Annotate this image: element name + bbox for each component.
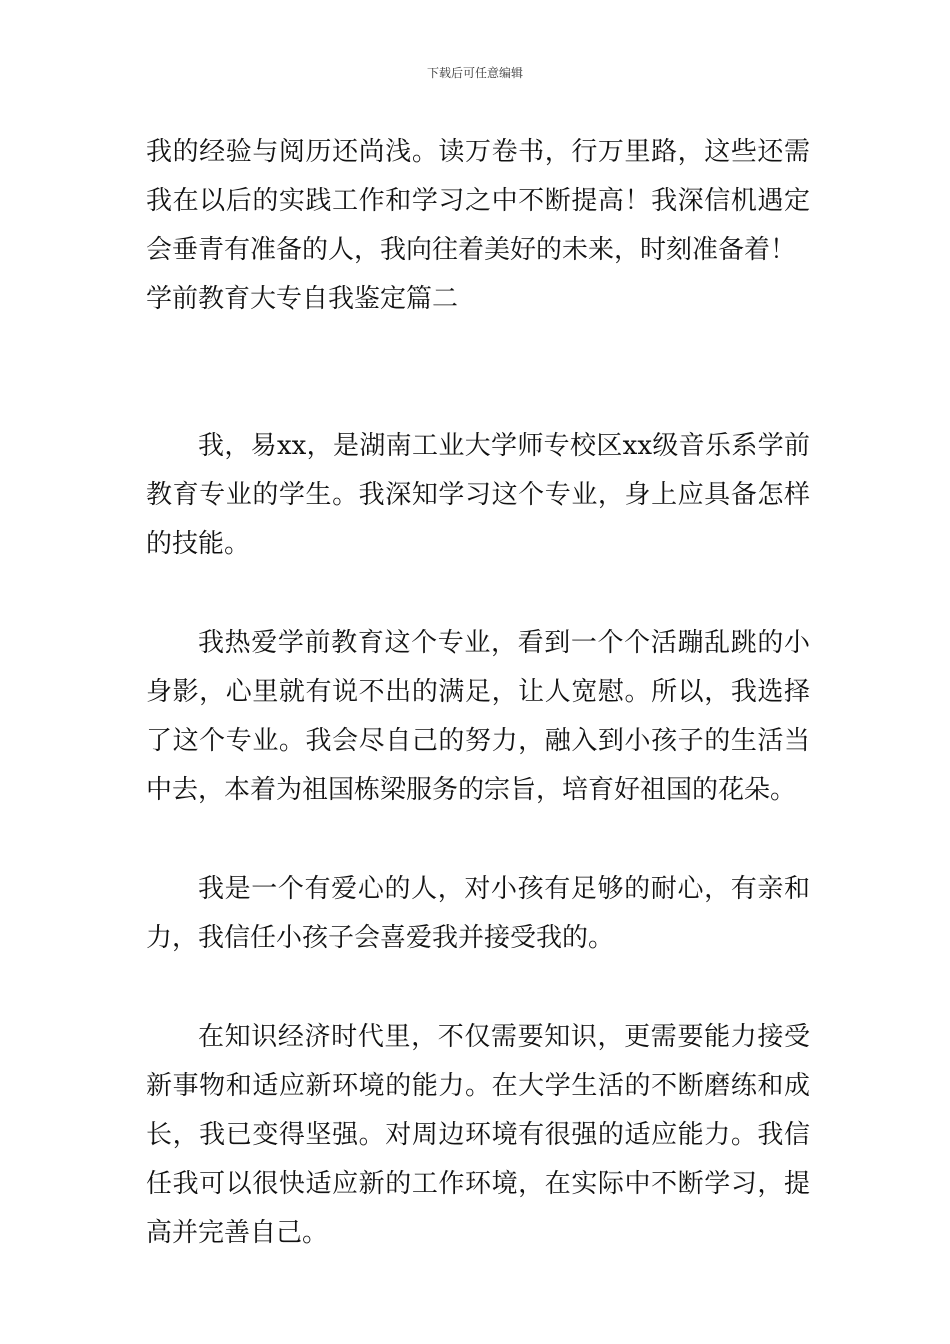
section-title: 学前教育大专自我鉴定篇二: [146, 284, 459, 314]
paragraph-4: 在知识经济时代里，不仅需要知识，更需要能力接受新事物和适应新环境的能力。在大学生活的不断磨练和成长，我已变得坚强。对周边环境有很强的适应能力。我信任我可以很快适应新的工作环境，在实际中不断学习，提高并完善自己。: [146, 1022, 810, 1248]
paragraph-3: 我是一个有爱心的人，对小孩有足够的耐心，有亲和力，我信任小孩子会喜爱我并接受我的。: [146, 874, 810, 953]
paragraph-1: 我，易xx，是湖南工业大学师专校区xx级音乐系学前教育专业的学生。我深知学习这个专业，身上应具备怎样的技能。: [146, 431, 810, 559]
document-body: [146, 128, 810, 1258]
page-header: 下载后可任意编辑: [426, 66, 523, 80]
paragraph-2: 我热爱学前教育这个专业，看到一个个活蹦乱跳的小身影，心里就有说不出的满足，让人宽慰。所以，我选择了这个专业。我会尽自己的努力，融入到小孩子的生活当中去，本着为祖国栋梁服务的宗旨，培育好祖国的花朵。: [146, 628, 810, 805]
intro-paragraph: 我的经验与阅历还尚浅。读万卷书，行万里路，这些还需我在以后的实践工作和学习之中不断提高！我深信机遇定会垂青有准备的人，我向往着美好的未来，时刻准备着！: [146, 137, 810, 265]
